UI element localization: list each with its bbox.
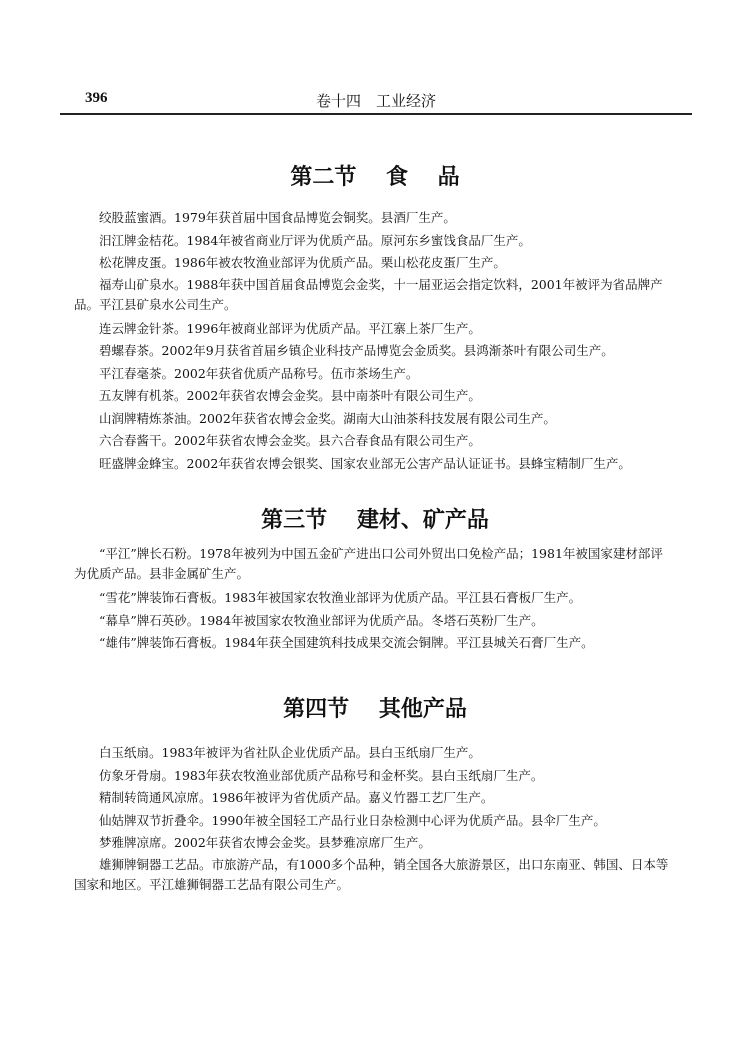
list-item: 平江春毫茶。2002年获省优质产品称号。伍市茶场生产。 <box>99 365 419 381</box>
list-item: 精制转筒通风凉席。1986年被评为省优质产品。嘉义竹器工艺厂生产。 <box>99 790 494 805</box>
list-item: 山润牌精炼茶油。2002年获省农博会金奖。湖南大山油茶科技发展有限公司生产。 <box>99 410 556 426</box>
list-item: 汨江牌金桔花。1984年被省商业厅评为优质产品。原河东乡蜜饯食品厂生产。 <box>99 232 531 248</box>
section-title: 第二节 食 品 <box>290 165 460 190</box>
section-body <box>74 207 674 475</box>
section-title: 第三节 建材、矿产品 <box>261 508 489 533</box>
list-item: 旺盛牌金蜂宝。2002年获省农博会银奖、国家农业部无公害产品认证证书。县蜂宝精制厂生产。 <box>99 455 631 471</box>
list-item: “雪花”牌装饰石膏板。1983年被国家农牧渔业部评为优质产品。平江县石膏板厂生产。 <box>99 590 582 605</box>
list-item: 连云牌金针茶。1996年被商业部评为优质产品。平江寨上茶厂生产。 <box>99 320 481 336</box>
list-item: 松花牌皮蛋。1986年被农牧渔业部评为优质产品。栗山松花皮蛋厂生产。 <box>99 255 506 270</box>
list-item: 六合春酱干。2002年获省农博会金奖。县六合春食品有限公司生产。 <box>99 433 481 448</box>
section-body <box>74 544 674 655</box>
page-header <box>60 84 692 112</box>
list-item: 碧螺春茶。2002年9月获省首届乡镇企业科技产品博览会金质奖。县鸿渐茶叶有限公司生产。 <box>99 343 614 358</box>
list-item: 五友牌有机茶。2002年获省农博会金奖。县中南茶叶有限公司生产。 <box>99 388 481 403</box>
list-item: 仙姑牌双节折叠伞。1990年被全国轻工产品行业日杂检测中心评为优质产品。县伞厂生产。 <box>99 812 606 828</box>
page-number: 396 <box>85 90 108 106</box>
list-item: 绞股蓝蜜酒。1979年获首届中国食品博览会铜奖。县酒厂生产。 <box>99 210 456 225</box>
section-body <box>74 742 674 898</box>
list-item: “幕阜”牌石英砂。1984年被国家农牧渔业部评为优质产品。冬塔石英粉厂生产。 <box>99 612 544 628</box>
list-item: 梦雅牌凉席。2002年获省农博会金奖。县梦雅凉席厂生产。 <box>99 835 431 850</box>
running-head: 卷十四 工业经济 <box>315 92 436 110</box>
list-item: 白玉纸扇。1983年被评为省社队企业优质产品。县白玉纸扇厂生产。 <box>99 745 481 760</box>
section-title: 第四节 其他产品 <box>283 697 467 722</box>
list-item: 仿象牙骨扇。1983年获农牧渔业部优质产品称号和金杯奖。县白玉纸扇厂生产。 <box>99 767 544 783</box>
list-item: “雄伟”牌装饰石膏板。1984年获全国建筑科技成果交流会铜牌。平江县城关石膏厂生产。 <box>99 635 594 650</box>
header-rule <box>60 113 692 115</box>
list-item: “平江”牌长石粉。1978年被列为中国五金矿产进出口公司外贸出口免检产品；1981年被国家建材部评为优质产品。县非金属矿生产。 <box>74 546 663 581</box>
list-item: 福寿山矿泉水。1988年获中国首届食品博览会金奖，十一届亚运会指定饮料，2001年被评为省品牌产品。平江县矿泉水公司生产。 <box>74 276 663 312</box>
list-item: 雄狮牌铜器工艺品。市旅游产品，有1000多个品种，销全国各大旅游景区，出口东南亚、韩国、日本等国家和地区。平江雄狮铜器工艺品有限公司生产。 <box>74 856 669 892</box>
